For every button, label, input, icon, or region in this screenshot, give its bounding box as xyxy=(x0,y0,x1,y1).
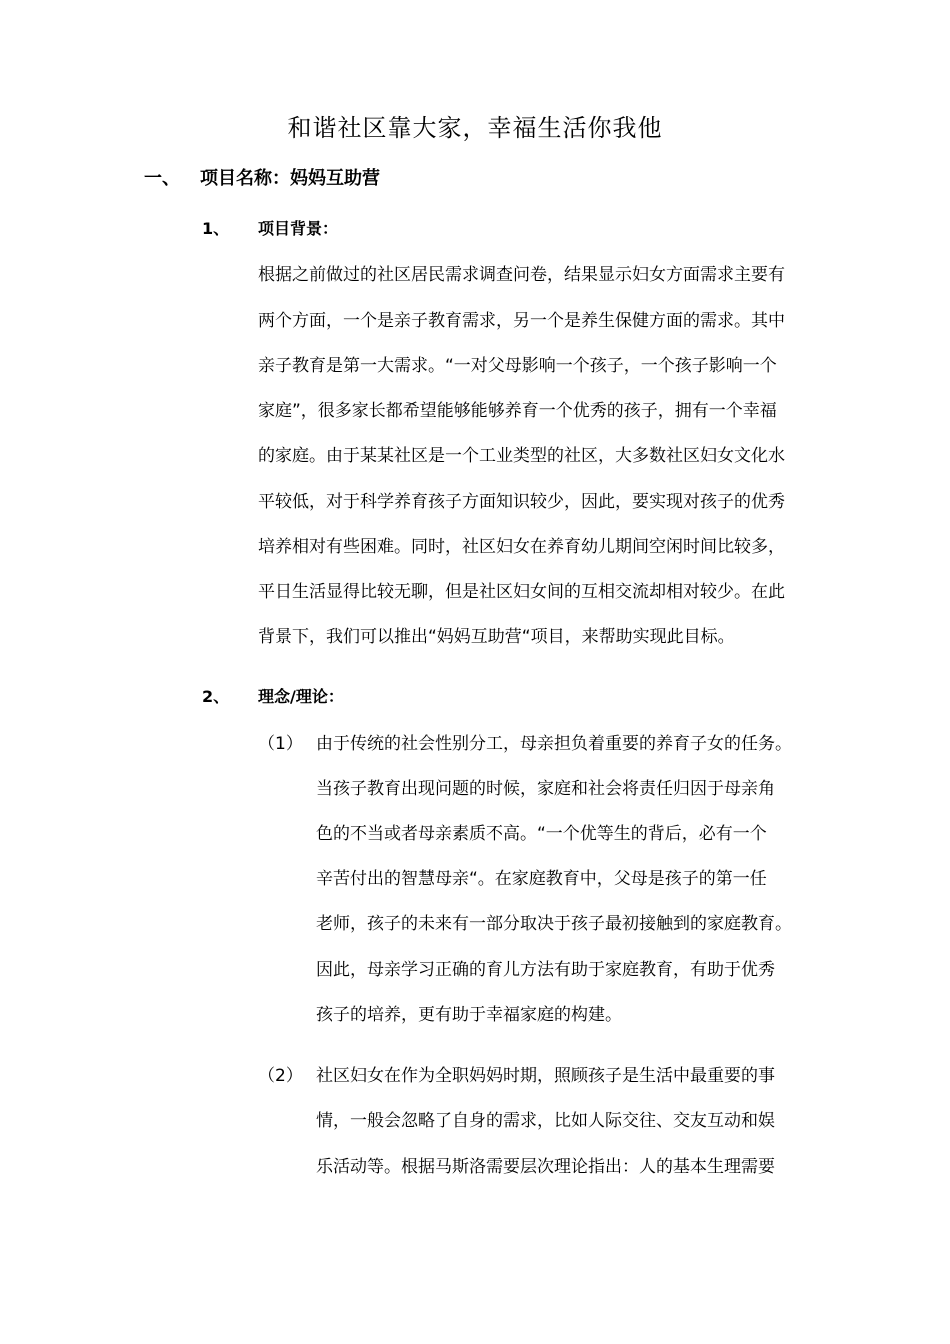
list-item-line: 情，一般会忽略了自身的需求，比如人际交往、交友互动和娱 xyxy=(316,1111,775,1131)
list-item-line: 乐活动等。根据马斯洛需要层次理论指出：人的基本生理需要 xyxy=(316,1157,775,1177)
paragraph-line: 培养相对有些困难。同时，社区妇女在养育幼儿期间空闲时间比较多， xyxy=(258,537,785,557)
document-title: 和谐社区靠大家，幸福生活你我他 xyxy=(287,114,663,142)
list-item-line: 色的不当或者母亲素质不高。“一个优等生的背后，必有一个 xyxy=(316,824,767,844)
list-item-line: 由于传统的社会性别分工，母亲担负着重要的养育子女的任务。 xyxy=(316,734,792,754)
list-item-line: 辛苦付出的智慧母亲“。在家庭教育中，父母是孩子的第一任 xyxy=(316,869,767,889)
paragraph-line: 的家庭。由于某某社区是一个工业类型的社区，大多数社区妇女文化水 xyxy=(258,446,785,466)
subsection-number-theory: 2、 xyxy=(202,687,230,706)
paragraph-line: 平日生活显得比较无聊，但是社区妇女间的互相交流却相对较少。在此 xyxy=(258,582,785,602)
section-heading: 项目名称：妈妈互助营 xyxy=(200,168,380,189)
list-item-label: （2） xyxy=(258,1066,303,1086)
paragraph-line: 平较低，对于科学养育孩子方面知识较少，因此，要实现对孩子的优秀 xyxy=(258,492,785,512)
list-item-line: 孩子的培养，更有助于幸福家庭的构建。 xyxy=(316,1005,622,1025)
list-item-label: （1） xyxy=(258,734,303,754)
list-item-line: 社区妇女在作为全职妈妈时期，照顾孩子是生活中最重要的事 xyxy=(316,1066,775,1086)
list-item-line: 因此，母亲学习正确的育儿方法有助于家庭教育，有助于优秀 xyxy=(316,960,775,980)
paragraph-line: 两个方面，一个是亲子教育需求，另一个是养生保健方面的需求。其中 xyxy=(258,311,785,331)
paragraph-line: 家庭”，很多家长都希望能够能够养育一个优秀的孩子，拥有一个幸福 xyxy=(258,401,777,421)
list-item-line: 当孩子教育出现问题的时候，家庭和社会将责任归因于母亲角 xyxy=(316,779,775,799)
subsection-number-background: 1、 xyxy=(202,219,230,238)
paragraph-line: 亲子教育是第一大需求。“一对父母影响一个孩子，一个孩子影响一个 xyxy=(258,356,777,376)
paragraph-line: 根据之前做过的社区居民需求调查问卷，结果显示妇女方面需求主要有 xyxy=(258,265,785,285)
subsection-heading-background: 项目背景： xyxy=(258,219,339,238)
section-number: 一、 xyxy=(144,168,180,189)
subsection-heading-theory: 理念/理论： xyxy=(258,687,344,706)
list-item-line: 老师，孩子的未来有一部分取决于孩子最初接触到的家庭教育。 xyxy=(316,914,792,934)
paragraph-line: 背景下，我们可以推出“妈妈互助营“项目，来帮助实现此目标。 xyxy=(258,627,735,647)
